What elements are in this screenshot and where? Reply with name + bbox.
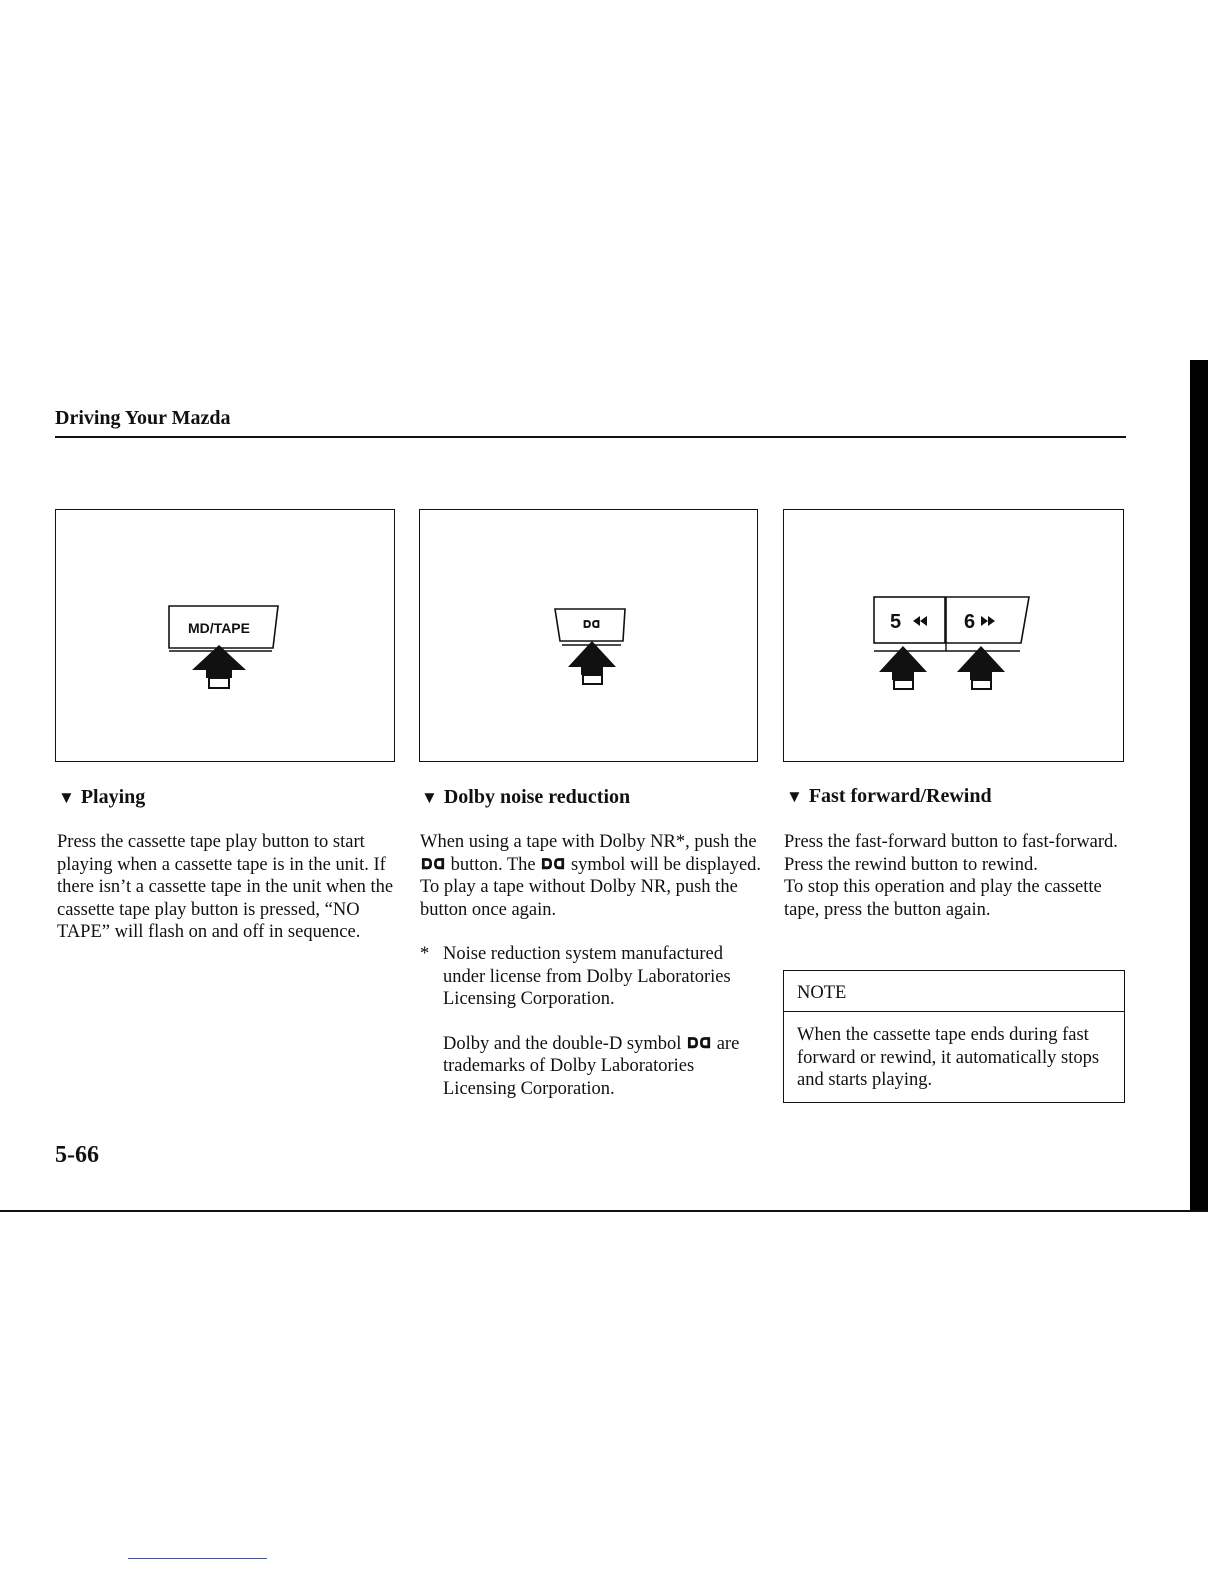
figure-fast-forward-rewind [783,509,1124,762]
note-text: When the cassette tape ends during fast forward or rewind, it automatically stops and starts playing. [797,1025,1100,1090]
section-title-dolby: ▼ Dolby noise reduction [421,786,631,808]
md-tape-button-label: MD/TAPE [188,620,250,636]
note-heading: NOTE [784,971,1124,1012]
page-number: 5-66 [55,1142,99,1168]
figure-dolby [419,509,758,762]
forward-button-label: 6 [964,611,976,633]
header-rule [55,436,1126,438]
press-arrow-icon [957,646,1005,689]
footnote-license-text: Noise reduction system manufactured under license from Dolby Laboratories Licensing Corporation. [443,944,731,1009]
bottom-rule [0,1210,1208,1212]
note-box [783,970,1125,1103]
section-marker-icon: ▼ [421,788,438,807]
dolby-double-d-icon [541,857,565,870]
dolby-footnote [420,943,765,1100]
dolby-double-d-icon [687,1036,711,1049]
dolby-paragraph: When using a tape with Dolby NR*, push the button. The symbol will be displayed. To play a tape without Dolby NR, push the button once again. [420,832,762,920]
section-edge-tab [1190,360,1208,1212]
rewind-button-label: 5 [890,611,902,633]
rewind-instruction: Press the rewind button to rewind. [784,854,1038,875]
press-arrow-icon [879,646,927,689]
section-marker-icon: ▼ [786,787,803,806]
stop-instruction: To stop this operation and play the cassette tape, press the button again. [784,877,1102,920]
playing-paragraph: Press the cassette tape play button to start playing when a cassette tape is in the unit. If there isn’t a cassette tape in the unit when the cassette tape play button is pressed, “NO TAPE” will flash on and off in sequence. [57,832,394,942]
footnote-trademark-text: Dolby and the double-D symbol are trademarks of Dolby Laboratories Licensing Corporation. [443,1033,740,1099]
section-title-playing: ▼ Playing [58,786,146,808]
figure-playing [55,509,395,762]
press-arrow-icon [568,641,616,684]
ff-instruction: Press the fast-forward button to fast-forward. [784,832,1118,852]
footnote-marker: * [420,944,430,964]
page-header-title: Driving Your Mazda [55,407,231,429]
section-title-fast-forward-rewind: ▼ Fast forward/Rewind [786,785,992,807]
section-marker-icon: ▼ [58,788,75,807]
fast-forward-rewind-paragraph [784,831,1124,921]
footer-link-underline [128,1558,267,1559]
dolby-double-d-icon [421,857,445,870]
